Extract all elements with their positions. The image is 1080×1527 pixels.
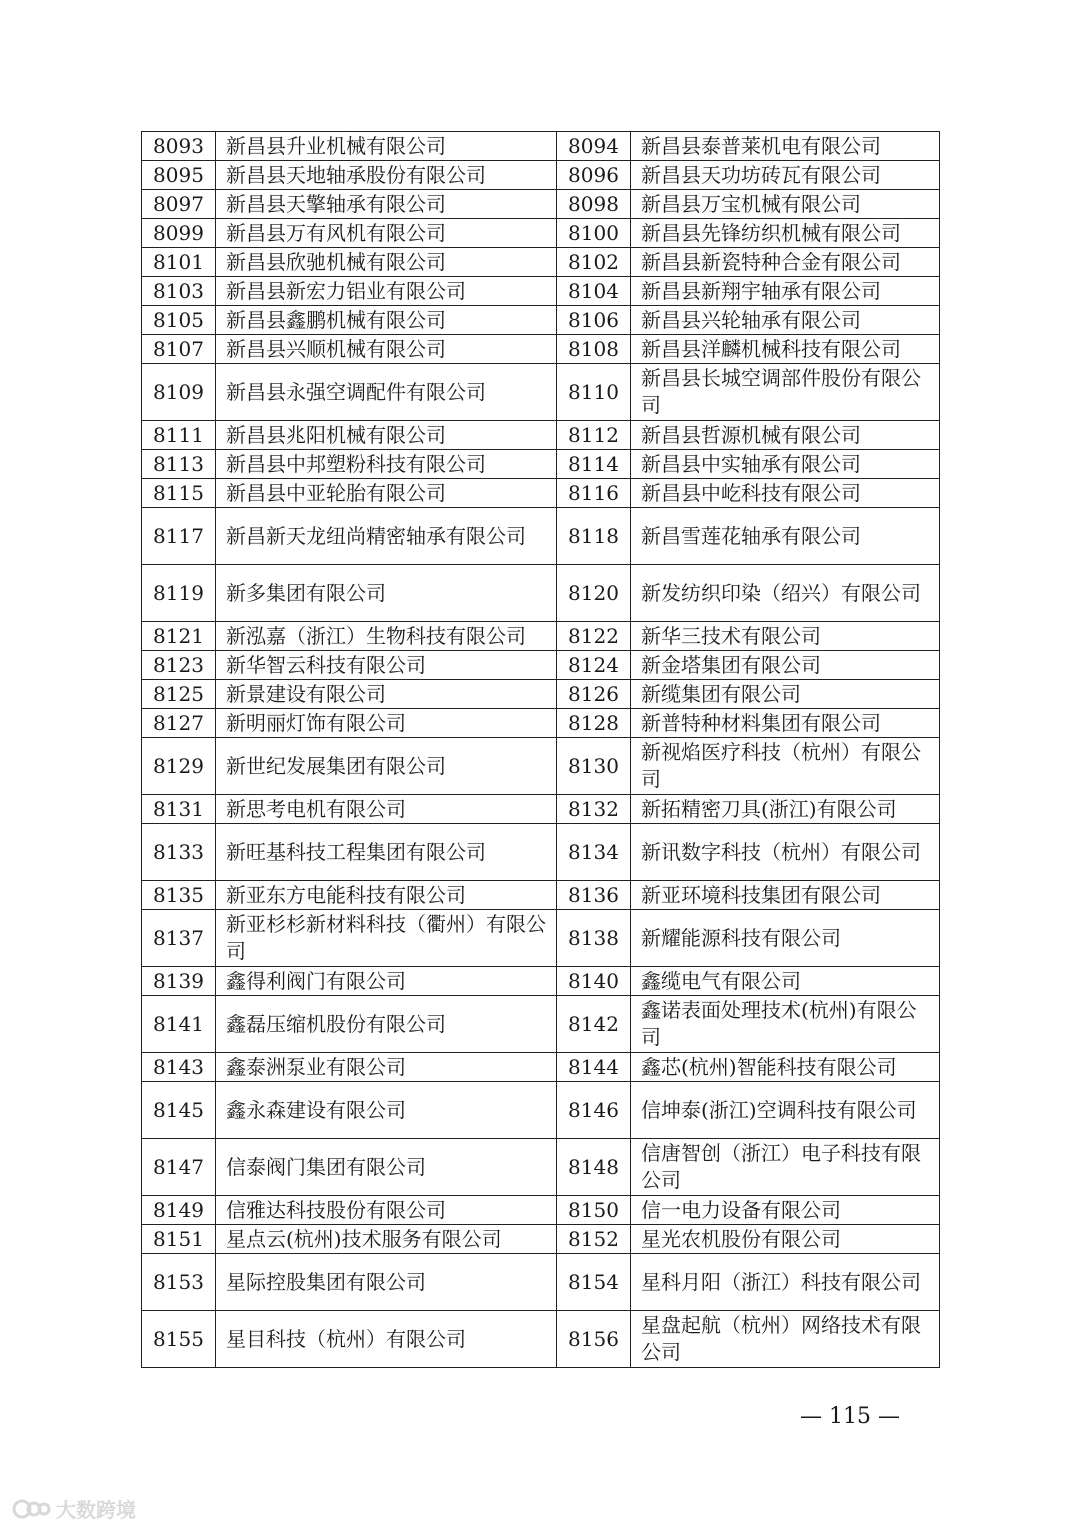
company-name: 星科月阳（浙江）科技有限公司 bbox=[631, 1254, 940, 1311]
entry-number: 8124 bbox=[557, 651, 631, 680]
company-name: 鑫得利阀门有限公司 bbox=[216, 967, 557, 996]
watermark-logo-icon bbox=[12, 1497, 52, 1521]
company-list-table bbox=[141, 131, 940, 1368]
entry-number: 8139 bbox=[142, 967, 216, 996]
table-row bbox=[142, 910, 940, 967]
table-row bbox=[142, 1311, 940, 1368]
company-name: 新昌县长城空调部件股份有限公司 bbox=[631, 364, 940, 421]
table-row bbox=[142, 219, 940, 248]
company-name: 新世纪发展集团有限公司 bbox=[216, 738, 557, 795]
entry-number: 8134 bbox=[557, 824, 631, 881]
entry-number: 8113 bbox=[142, 450, 216, 479]
company-name: 信雅达科技股份有限公司 bbox=[216, 1196, 557, 1225]
company-name: 信坤泰(浙江)空调科技有限公司 bbox=[631, 1082, 940, 1139]
company-name: 新亚环境科技集团有限公司 bbox=[631, 881, 940, 910]
entry-number: 8109 bbox=[142, 364, 216, 421]
entry-number: 8145 bbox=[142, 1082, 216, 1139]
entry-number: 8100 bbox=[557, 219, 631, 248]
entry-number: 8127 bbox=[142, 709, 216, 738]
table-row bbox=[142, 738, 940, 795]
watermark bbox=[12, 1494, 136, 1523]
entry-number: 8098 bbox=[557, 190, 631, 219]
page-number: — 115 — bbox=[800, 1404, 900, 1429]
table-row bbox=[142, 881, 940, 910]
company-name: 新亚东方电能科技有限公司 bbox=[216, 881, 557, 910]
company-name: 新昌县新宏力铝业有限公司 bbox=[216, 277, 557, 306]
company-name: 新昌县天地轴承股份有限公司 bbox=[216, 161, 557, 190]
entry-number: 8130 bbox=[557, 738, 631, 795]
entry-number: 8093 bbox=[142, 132, 216, 161]
company-name: 新普特种材料集团有限公司 bbox=[631, 709, 940, 738]
entry-number: 8121 bbox=[142, 622, 216, 651]
company-name: 新昌县先锋纺织机械有限公司 bbox=[631, 219, 940, 248]
company-name: 鑫永森建设有限公司 bbox=[216, 1082, 557, 1139]
table-row bbox=[142, 306, 940, 335]
company-name: 新讯数字科技（杭州）有限公司 bbox=[631, 824, 940, 881]
table-row bbox=[142, 277, 940, 306]
company-name: 鑫诺表面处理技术(杭州)有限公司 bbox=[631, 996, 940, 1053]
entry-number: 8147 bbox=[142, 1139, 216, 1196]
table-row bbox=[142, 1225, 940, 1254]
table-row bbox=[142, 479, 940, 508]
entry-number: 8125 bbox=[142, 680, 216, 709]
table-row bbox=[142, 795, 940, 824]
table-row bbox=[142, 1254, 940, 1311]
entry-number: 8151 bbox=[142, 1225, 216, 1254]
company-name: 新昌县中屹科技有限公司 bbox=[631, 479, 940, 508]
entry-number: 8096 bbox=[557, 161, 631, 190]
entry-number: 8107 bbox=[142, 335, 216, 364]
company-name: 新昌县洋麟机械科技有限公司 bbox=[631, 335, 940, 364]
company-name: 新缆集团有限公司 bbox=[631, 680, 940, 709]
entry-number: 8105 bbox=[142, 306, 216, 335]
table-row bbox=[142, 651, 940, 680]
entry-number: 8123 bbox=[142, 651, 216, 680]
table-row bbox=[142, 1139, 940, 1196]
entry-number: 8104 bbox=[557, 277, 631, 306]
entry-number: 8108 bbox=[557, 335, 631, 364]
company-name: 新旺基科技工程集团有限公司 bbox=[216, 824, 557, 881]
table-row bbox=[142, 248, 940, 277]
company-name: 新发纺织印染（绍兴）有限公司 bbox=[631, 565, 940, 622]
entry-number: 8148 bbox=[557, 1139, 631, 1196]
entry-number: 8116 bbox=[557, 479, 631, 508]
company-name: 鑫芯(杭州)智能科技有限公司 bbox=[631, 1053, 940, 1082]
entry-number: 8131 bbox=[142, 795, 216, 824]
table-row bbox=[142, 680, 940, 709]
company-name: 信泰阀门集团有限公司 bbox=[216, 1139, 557, 1196]
entry-number: 8101 bbox=[142, 248, 216, 277]
company-name: 星点云(杭州)技术服务有限公司 bbox=[216, 1225, 557, 1254]
company-name: 新昌县兆阳机械有限公司 bbox=[216, 421, 557, 450]
company-name: 新昌县天功坊砖瓦有限公司 bbox=[631, 161, 940, 190]
company-name: 新昌新天龙纽尚精密轴承有限公司 bbox=[216, 508, 557, 565]
table-row bbox=[142, 161, 940, 190]
table-body bbox=[142, 132, 940, 1368]
entry-number: 8136 bbox=[557, 881, 631, 910]
company-name: 新昌县鑫鹏机械有限公司 bbox=[216, 306, 557, 335]
entry-number: 8094 bbox=[557, 132, 631, 161]
company-name: 新昌县中亚轮胎有限公司 bbox=[216, 479, 557, 508]
company-name: 新景建设有限公司 bbox=[216, 680, 557, 709]
entry-number: 8155 bbox=[142, 1311, 216, 1368]
entry-number: 8153 bbox=[142, 1254, 216, 1311]
table-row bbox=[142, 996, 940, 1053]
company-name: 星际控股集团有限公司 bbox=[216, 1254, 557, 1311]
company-name: 新华三技术有限公司 bbox=[631, 622, 940, 651]
watermark-text: 大数跨境 bbox=[56, 1498, 136, 1522]
table-row bbox=[142, 335, 940, 364]
entry-number: 8150 bbox=[557, 1196, 631, 1225]
entry-number: 8111 bbox=[142, 421, 216, 450]
company-name: 新昌县天擎轴承有限公司 bbox=[216, 190, 557, 219]
company-name: 新视焰医疗科技（杭州）有限公司 bbox=[631, 738, 940, 795]
entry-number: 8120 bbox=[557, 565, 631, 622]
entry-number: 8144 bbox=[557, 1053, 631, 1082]
entry-number: 8141 bbox=[142, 996, 216, 1053]
company-name: 新昌县中邦塑粉科技有限公司 bbox=[216, 450, 557, 479]
entry-number: 8117 bbox=[142, 508, 216, 565]
table-row bbox=[142, 1082, 940, 1139]
entry-number: 8095 bbox=[142, 161, 216, 190]
company-name: 新昌县万宝机械有限公司 bbox=[631, 190, 940, 219]
company-name: 新昌县泰普莱机电有限公司 bbox=[631, 132, 940, 161]
entry-number: 8135 bbox=[142, 881, 216, 910]
table-row bbox=[142, 190, 940, 219]
company-name: 新多集团有限公司 bbox=[216, 565, 557, 622]
entry-number: 8110 bbox=[557, 364, 631, 421]
entry-number: 8114 bbox=[557, 450, 631, 479]
table-row bbox=[142, 132, 940, 161]
entry-number: 8126 bbox=[557, 680, 631, 709]
table-row bbox=[142, 709, 940, 738]
company-name: 新昌县兴轮轴承有限公司 bbox=[631, 306, 940, 335]
entry-number: 8137 bbox=[142, 910, 216, 967]
entry-number: 8115 bbox=[142, 479, 216, 508]
company-name: 新耀能源科技有限公司 bbox=[631, 910, 940, 967]
table-row bbox=[142, 1196, 940, 1225]
company-name: 鑫磊压缩机股份有限公司 bbox=[216, 996, 557, 1053]
company-name: 新昌县兴顺机械有限公司 bbox=[216, 335, 557, 364]
entry-number: 8129 bbox=[142, 738, 216, 795]
company-name: 新思考电机有限公司 bbox=[216, 795, 557, 824]
entry-number: 8119 bbox=[142, 565, 216, 622]
entry-number: 8146 bbox=[557, 1082, 631, 1139]
entry-number: 8140 bbox=[557, 967, 631, 996]
company-name: 新昌雪莲花轴承有限公司 bbox=[631, 508, 940, 565]
entry-number: 8132 bbox=[557, 795, 631, 824]
company-name: 信一电力设备有限公司 bbox=[631, 1196, 940, 1225]
company-name: 新金塔集团有限公司 bbox=[631, 651, 940, 680]
table-row bbox=[142, 421, 940, 450]
company-name: 新亚杉杉新材料科技（衢州）有限公司 bbox=[216, 910, 557, 967]
entry-number: 8149 bbox=[142, 1196, 216, 1225]
table-row bbox=[142, 967, 940, 996]
company-name: 新泓嘉（浙江）生物科技有限公司 bbox=[216, 622, 557, 651]
entry-number: 8103 bbox=[142, 277, 216, 306]
entry-number: 8143 bbox=[142, 1053, 216, 1082]
company-name: 新昌县中实轴承有限公司 bbox=[631, 450, 940, 479]
company-name: 星目科技（杭州）有限公司 bbox=[216, 1311, 557, 1368]
entry-number: 8142 bbox=[557, 996, 631, 1053]
entry-number: 8099 bbox=[142, 219, 216, 248]
company-name: 新昌县新瓷特种合金有限公司 bbox=[631, 248, 940, 277]
company-name: 新昌县欣驰机械有限公司 bbox=[216, 248, 557, 277]
entry-number: 8118 bbox=[557, 508, 631, 565]
entry-number: 8112 bbox=[557, 421, 631, 450]
company-name: 新昌县永强空调配件有限公司 bbox=[216, 364, 557, 421]
company-name: 信唐智创（浙江）电子科技有限公司 bbox=[631, 1139, 940, 1196]
company-name: 鑫泰洲泵业有限公司 bbox=[216, 1053, 557, 1082]
entry-number: 8154 bbox=[557, 1254, 631, 1311]
entry-number: 8133 bbox=[142, 824, 216, 881]
company-name: 星盘起航（杭州）网络技术有限公司 bbox=[631, 1311, 940, 1368]
company-name: 新明丽灯饰有限公司 bbox=[216, 709, 557, 738]
company-name: 星光农机股份有限公司 bbox=[631, 1225, 940, 1254]
company-name: 新昌县新翔宇轴承有限公司 bbox=[631, 277, 940, 306]
company-name: 新昌县哲源机械有限公司 bbox=[631, 421, 940, 450]
table-row bbox=[142, 508, 940, 565]
table-row bbox=[142, 824, 940, 881]
company-name: 新昌县万有风机有限公司 bbox=[216, 219, 557, 248]
table-row bbox=[142, 450, 940, 479]
company-name: 鑫缆电气有限公司 bbox=[631, 967, 940, 996]
table-row bbox=[142, 565, 940, 622]
entry-number: 8128 bbox=[557, 709, 631, 738]
company-name: 新拓精密刀具(浙江)有限公司 bbox=[631, 795, 940, 824]
table-row bbox=[142, 622, 940, 651]
company-name: 新华智云科技有限公司 bbox=[216, 651, 557, 680]
table-row bbox=[142, 1053, 940, 1082]
entry-number: 8106 bbox=[557, 306, 631, 335]
company-name: 新昌县升业机械有限公司 bbox=[216, 132, 557, 161]
entry-number: 8156 bbox=[557, 1311, 631, 1368]
entry-number: 8097 bbox=[142, 190, 216, 219]
entry-number: 8102 bbox=[557, 248, 631, 277]
entry-number: 8152 bbox=[557, 1225, 631, 1254]
table-row bbox=[142, 364, 940, 421]
entry-number: 8122 bbox=[557, 622, 631, 651]
entry-number: 8138 bbox=[557, 910, 631, 967]
